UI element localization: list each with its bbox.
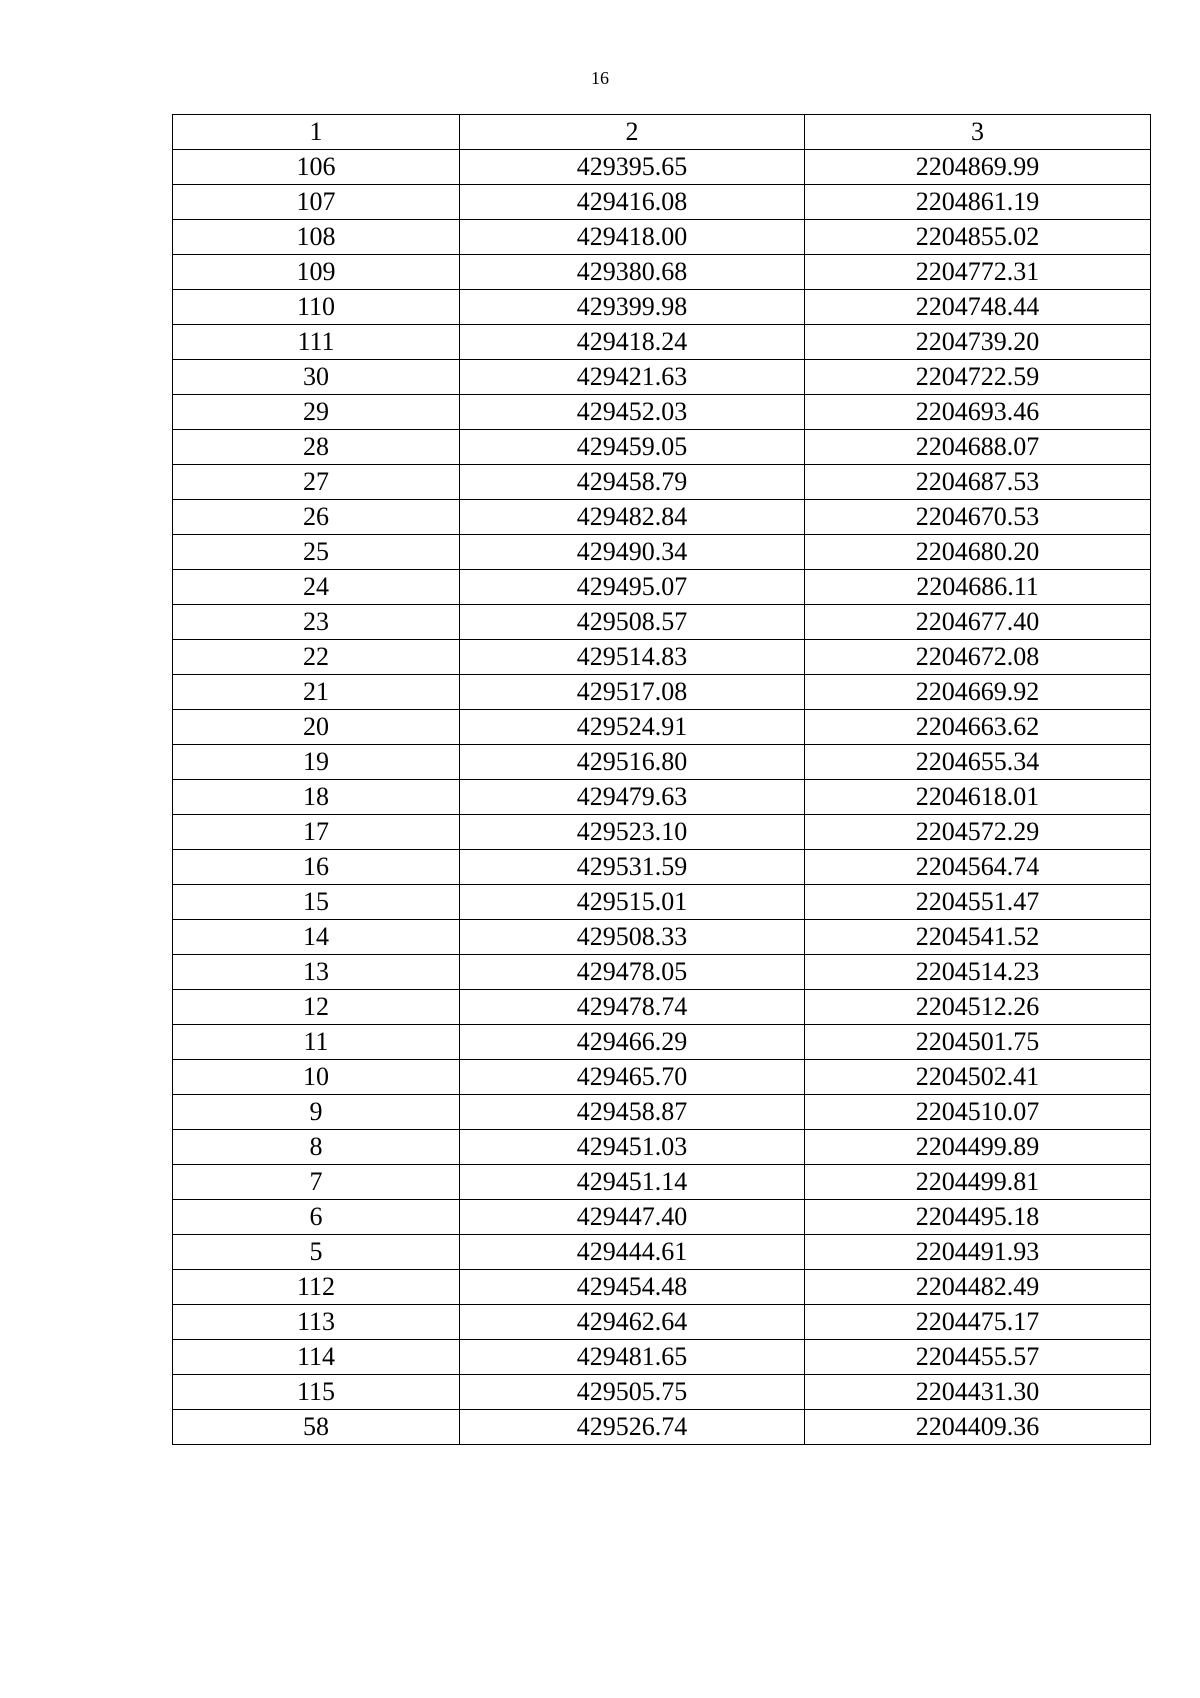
table-header-row bbox=[173, 115, 1151, 150]
x-coordinate-cell: 429505.75 bbox=[460, 1375, 805, 1410]
x-coordinate-cell: 429490.34 bbox=[460, 535, 805, 570]
point-number-cell: 13 bbox=[173, 955, 460, 990]
y-coordinate-cell: 2204672.08 bbox=[805, 640, 1151, 675]
y-coordinate-cell: 2204409.36 bbox=[805, 1410, 1151, 1445]
point-number-cell: 113 bbox=[173, 1305, 460, 1340]
table-row bbox=[173, 1270, 1151, 1305]
point-number-cell: 111 bbox=[173, 325, 460, 360]
point-number-cell: 110 bbox=[173, 290, 460, 325]
table-row bbox=[173, 605, 1151, 640]
x-coordinate-cell: 429418.24 bbox=[460, 325, 805, 360]
y-coordinate-cell: 2204512.26 bbox=[805, 990, 1151, 1025]
table-row bbox=[173, 1375, 1151, 1410]
y-coordinate-cell: 2204669.92 bbox=[805, 675, 1151, 710]
table-row bbox=[173, 1305, 1151, 1340]
point-number-cell: 24 bbox=[173, 570, 460, 605]
x-coordinate-cell: 429444.61 bbox=[460, 1235, 805, 1270]
table-row bbox=[173, 395, 1151, 430]
x-coordinate-cell: 429516.80 bbox=[460, 745, 805, 780]
y-coordinate-cell: 2204670.53 bbox=[805, 500, 1151, 535]
y-coordinate-cell: 2204693.46 bbox=[805, 395, 1151, 430]
point-number-cell: 11 bbox=[173, 1025, 460, 1060]
point-number-cell: 108 bbox=[173, 220, 460, 255]
point-number-cell: 107 bbox=[173, 185, 460, 220]
y-coordinate-cell: 2204475.17 bbox=[805, 1305, 1151, 1340]
point-number-cell: 9 bbox=[173, 1095, 460, 1130]
table-row bbox=[173, 885, 1151, 920]
table-row bbox=[173, 850, 1151, 885]
x-coordinate-cell: 429481.65 bbox=[460, 1340, 805, 1375]
y-coordinate-cell: 2204686.11 bbox=[805, 570, 1151, 605]
x-coordinate-cell: 429531.59 bbox=[460, 850, 805, 885]
point-number-cell: 28 bbox=[173, 430, 460, 465]
x-coordinate-cell: 429495.07 bbox=[460, 570, 805, 605]
y-coordinate-cell: 2204722.59 bbox=[805, 360, 1151, 395]
x-coordinate-cell: 429421.63 bbox=[460, 360, 805, 395]
y-coordinate-cell: 2204541.52 bbox=[805, 920, 1151, 955]
x-coordinate-cell: 429514.83 bbox=[460, 640, 805, 675]
header-cell-3: 3 bbox=[805, 115, 1151, 150]
point-number-cell: 18 bbox=[173, 780, 460, 815]
table-row bbox=[173, 535, 1151, 570]
x-coordinate-cell: 429399.98 bbox=[460, 290, 805, 325]
y-coordinate-cell: 2204677.40 bbox=[805, 605, 1151, 640]
table-row bbox=[173, 1095, 1151, 1130]
page-number: 16 bbox=[591, 68, 609, 88]
y-coordinate-cell: 2204499.89 bbox=[805, 1130, 1151, 1165]
x-coordinate-cell: 429466.29 bbox=[460, 1025, 805, 1060]
table-row bbox=[173, 640, 1151, 675]
point-number-cell: 22 bbox=[173, 640, 460, 675]
table-row bbox=[173, 185, 1151, 220]
table-row bbox=[173, 1235, 1151, 1270]
table-row bbox=[173, 500, 1151, 535]
x-coordinate-cell: 429482.84 bbox=[460, 500, 805, 535]
x-coordinate-cell: 429458.79 bbox=[460, 465, 805, 500]
x-coordinate-cell: 429447.40 bbox=[460, 1200, 805, 1235]
table-row bbox=[173, 1340, 1151, 1375]
point-number-cell: 106 bbox=[173, 150, 460, 185]
point-number-cell: 29 bbox=[173, 395, 460, 430]
x-coordinate-cell: 429462.64 bbox=[460, 1305, 805, 1340]
y-coordinate-cell: 2204663.62 bbox=[805, 710, 1151, 745]
y-coordinate-cell: 2204564.74 bbox=[805, 850, 1151, 885]
point-number-cell: 23 bbox=[173, 605, 460, 640]
y-coordinate-cell: 2204618.01 bbox=[805, 780, 1151, 815]
y-coordinate-cell: 2204510.07 bbox=[805, 1095, 1151, 1130]
table-row bbox=[173, 1200, 1151, 1235]
y-coordinate-cell: 2204501.75 bbox=[805, 1025, 1151, 1060]
y-coordinate-cell: 2204572.29 bbox=[805, 815, 1151, 850]
table-row bbox=[173, 360, 1151, 395]
y-coordinate-cell: 2204491.93 bbox=[805, 1235, 1151, 1270]
header-cell-1: 1 bbox=[173, 115, 460, 150]
y-coordinate-cell: 2204499.81 bbox=[805, 1165, 1151, 1200]
y-coordinate-cell: 2204495.18 bbox=[805, 1200, 1151, 1235]
x-coordinate-cell: 429465.70 bbox=[460, 1060, 805, 1095]
table-row bbox=[173, 1130, 1151, 1165]
point-number-cell: 26 bbox=[173, 500, 460, 535]
point-number-cell: 17 bbox=[173, 815, 460, 850]
y-coordinate-cell: 2204739.20 bbox=[805, 325, 1151, 360]
x-coordinate-cell: 429478.74 bbox=[460, 990, 805, 1025]
table-row bbox=[173, 815, 1151, 850]
table-row bbox=[173, 710, 1151, 745]
y-coordinate-cell: 2204551.47 bbox=[805, 885, 1151, 920]
y-coordinate-cell: 2204502.41 bbox=[805, 1060, 1151, 1095]
y-coordinate-cell: 2204514.23 bbox=[805, 955, 1151, 990]
y-coordinate-cell: 2204655.34 bbox=[805, 745, 1151, 780]
x-coordinate-cell: 429508.33 bbox=[460, 920, 805, 955]
x-coordinate-cell: 429479.63 bbox=[460, 780, 805, 815]
x-coordinate-cell: 429515.01 bbox=[460, 885, 805, 920]
y-coordinate-cell: 2204855.02 bbox=[805, 220, 1151, 255]
point-number-cell: 19 bbox=[173, 745, 460, 780]
x-coordinate-cell: 429524.91 bbox=[460, 710, 805, 745]
x-coordinate-cell: 429451.03 bbox=[460, 1130, 805, 1165]
point-number-cell: 15 bbox=[173, 885, 460, 920]
header-cell-2: 2 bbox=[460, 115, 805, 150]
table-row bbox=[173, 780, 1151, 815]
table-row bbox=[173, 920, 1151, 955]
x-coordinate-cell: 429451.14 bbox=[460, 1165, 805, 1200]
point-number-cell: 20 bbox=[173, 710, 460, 745]
table-row bbox=[173, 675, 1151, 710]
point-number-cell: 14 bbox=[173, 920, 460, 955]
y-coordinate-cell: 2204748.44 bbox=[805, 290, 1151, 325]
y-coordinate-cell: 2204869.99 bbox=[805, 150, 1151, 185]
point-number-cell: 6 bbox=[173, 1200, 460, 1235]
x-coordinate-cell: 429459.05 bbox=[460, 430, 805, 465]
point-number-cell: 27 bbox=[173, 465, 460, 500]
x-coordinate-cell: 429452.03 bbox=[460, 395, 805, 430]
point-number-cell: 58 bbox=[173, 1410, 460, 1445]
table-row bbox=[173, 255, 1151, 290]
point-number-cell: 115 bbox=[173, 1375, 460, 1410]
y-coordinate-cell: 2204688.07 bbox=[805, 430, 1151, 465]
x-coordinate-cell: 429416.08 bbox=[460, 185, 805, 220]
y-coordinate-cell: 2204455.57 bbox=[805, 1340, 1151, 1375]
table-row bbox=[173, 955, 1151, 990]
x-coordinate-cell: 429418.00 bbox=[460, 220, 805, 255]
table-row bbox=[173, 150, 1151, 185]
x-coordinate-cell: 429523.10 bbox=[460, 815, 805, 850]
table-row bbox=[173, 570, 1151, 605]
point-number-cell: 25 bbox=[173, 535, 460, 570]
table-row bbox=[173, 1165, 1151, 1200]
point-number-cell: 30 bbox=[173, 360, 460, 395]
table-row bbox=[173, 1060, 1151, 1095]
table-row bbox=[173, 220, 1151, 255]
point-number-cell: 12 bbox=[173, 990, 460, 1025]
x-coordinate-cell: 429380.68 bbox=[460, 255, 805, 290]
coordinates-table bbox=[172, 114, 1151, 1445]
table-row bbox=[173, 1025, 1151, 1060]
x-coordinate-cell: 429395.65 bbox=[460, 150, 805, 185]
x-coordinate-cell: 429517.08 bbox=[460, 675, 805, 710]
table-body bbox=[173, 150, 1151, 1445]
table-row bbox=[173, 465, 1151, 500]
y-coordinate-cell: 2204431.30 bbox=[805, 1375, 1151, 1410]
y-coordinate-cell: 2204861.19 bbox=[805, 185, 1151, 220]
y-coordinate-cell: 2204482.49 bbox=[805, 1270, 1151, 1305]
point-number-cell: 114 bbox=[173, 1340, 460, 1375]
point-number-cell: 21 bbox=[173, 675, 460, 710]
point-number-cell: 112 bbox=[173, 1270, 460, 1305]
x-coordinate-cell: 429526.74 bbox=[460, 1410, 805, 1445]
table-row bbox=[173, 430, 1151, 465]
point-number-cell: 7 bbox=[173, 1165, 460, 1200]
x-coordinate-cell: 429478.05 bbox=[460, 955, 805, 990]
point-number-cell: 109 bbox=[173, 255, 460, 290]
point-number-cell: 16 bbox=[173, 850, 460, 885]
point-number-cell: 5 bbox=[173, 1235, 460, 1270]
table-row bbox=[173, 325, 1151, 360]
table-row bbox=[173, 290, 1151, 325]
x-coordinate-cell: 429508.57 bbox=[460, 605, 805, 640]
x-coordinate-cell: 429458.87 bbox=[460, 1095, 805, 1130]
point-number-cell: 10 bbox=[173, 1060, 460, 1095]
table-row bbox=[173, 745, 1151, 780]
y-coordinate-cell: 2204687.53 bbox=[805, 465, 1151, 500]
table-row bbox=[173, 1410, 1151, 1445]
table-row bbox=[173, 990, 1151, 1025]
y-coordinate-cell: 2204772.31 bbox=[805, 255, 1151, 290]
point-number-cell: 8 bbox=[173, 1130, 460, 1165]
y-coordinate-cell: 2204680.20 bbox=[805, 535, 1151, 570]
x-coordinate-cell: 429454.48 bbox=[460, 1270, 805, 1305]
